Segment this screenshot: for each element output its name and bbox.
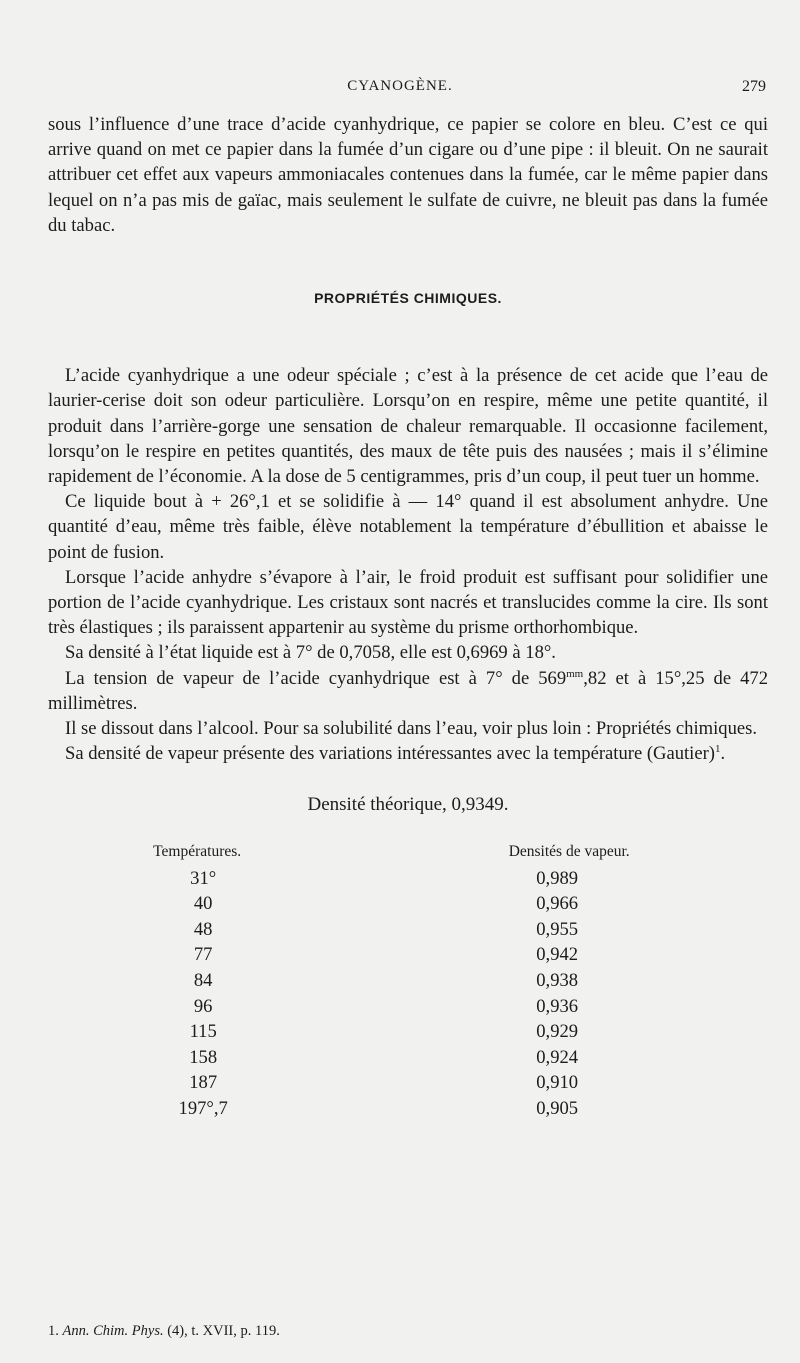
running-title: CYANOGÈNE. xyxy=(347,78,453,94)
temperature-cell: 48 xyxy=(193,918,213,940)
density-cell: 0,942 xyxy=(536,944,579,966)
temperature-cell: 187 xyxy=(189,1072,218,1094)
footnote-marker: 1 xyxy=(714,743,721,756)
temperature-cell: 96 xyxy=(193,995,213,1017)
column-header-temperatures: Températures. xyxy=(153,842,242,860)
body-text xyxy=(48,112,768,1122)
section-heading: PROPRIÉTÉS CHIMIQUES. xyxy=(314,290,502,307)
temperature-cell: 77 xyxy=(193,944,213,966)
temperature-cell: 31° xyxy=(190,867,217,889)
footnote xyxy=(48,1323,768,1340)
temperature-cell: 84 xyxy=(193,970,213,992)
footnote-source: Ann. Chim. Phys. xyxy=(62,1323,164,1339)
table-row xyxy=(48,1096,768,1122)
density-cell: 0,966 xyxy=(536,893,579,915)
table-row xyxy=(48,1045,768,1071)
density-cell: 0,910 xyxy=(536,1072,579,1094)
footnote-number: 1. xyxy=(48,1323,59,1339)
temperature-cell: 197°,7 xyxy=(178,1098,228,1120)
paragraph-boiling-point: Ce liquide bout à + 26°,1 et se solidifie à — 14° quand il est absolument anhydre. Une quantité d’eau, même très faible, élève notablement la température d’ébullition et abaisse le point de fusion. xyxy=(48,491,768,563)
table-row xyxy=(48,891,768,917)
paragraph-evaporation: Lorsque l’acide anhydre s’évapore à l’air, le froid produit est suffisant pour solidifier une portion de l’acide cyanhydrique. Les cristaux sont nacrés et translucides comme la cire. Ils sont très élastiques ; ils paraissent appartenir au système du prisme orthorhombique. xyxy=(48,566,768,639)
paragraph-odor: L’acide cyanhydrique a une odeur spéciale ; c’est à la présence de cet acide que l’eau de laurier-cerise doit son odeur particulière. Lorsqu’on en respire, même une petite quantité, il produit dans l’arrière-gorge une sensation de chaleur remarquable. Il occasionne facilement, lorsqu’on le respire en petites quantités, des maux de tête puis des nausées ; mais il s’élimine rapidement de l’économie. A la dose de 5 centigrammes, pris d’un coup, il peut tuer un homme. xyxy=(48,365,768,488)
table-title: Densité théorique, 0,9349. xyxy=(307,794,509,816)
vapor-tension-text-a: La tension de vapeur de l’acide cyanhydrique est à 7° de 569 xyxy=(65,667,567,689)
vapor-tension-unit: mm xyxy=(566,667,584,680)
density-cell: 0,936 xyxy=(536,995,579,1017)
table-header-row xyxy=(48,842,768,866)
paragraph-vapor-tension xyxy=(48,666,768,716)
temperature-cell: 40 xyxy=(193,893,213,915)
density-cell: 0,955 xyxy=(536,918,579,940)
page-number: 279 xyxy=(742,78,766,95)
temperature-cell: 158 xyxy=(189,1046,218,1068)
density-table xyxy=(48,842,768,1122)
paragraph-continuation: sous l’influence d’une trace d’acide cyanhydrique, ce papier se colore en bleu. C’est ce qui arrive quand on met ce papier dans la fumée d’un cigare ou d’une pipe : il bleuit. On ne saurait attribuer cet effet aux vapeurs ammoniacales contenues dans la fumée, car le même papier dans lequel on n’a pas mis de gaïac, mais seulement le sulfate de cuivre, ne bleuit pas dans la fumée du tabac. xyxy=(48,114,768,236)
temperature-cell: 115 xyxy=(189,1021,217,1043)
footnote-reference: (4), t. XVII, p. 119. xyxy=(163,1323,280,1339)
running-head xyxy=(0,78,800,102)
paragraph-solubility: Il se dissout dans l’alcool. Pour sa solubilité dans l’eau, voir plus loin : Propriétés chimiques. xyxy=(65,718,758,740)
paragraph-vapor-density xyxy=(48,741,768,766)
table-row xyxy=(48,968,768,994)
density-cell: 0,989 xyxy=(536,867,579,889)
table-row xyxy=(48,1070,768,1096)
column-header-densities: Densités de vapeur. xyxy=(508,842,630,860)
table-row xyxy=(48,866,768,892)
density-cell: 0,924 xyxy=(536,1046,579,1068)
vapor-tension-text-b: ,82 et à 15°,25 de 472 millimètres. xyxy=(48,667,768,714)
density-cell: 0,905 xyxy=(536,1098,579,1120)
table-row xyxy=(48,1019,768,1045)
density-cell: 0,938 xyxy=(536,970,579,992)
density-cell: 0,929 xyxy=(536,1021,579,1043)
paragraph-liquid-density: Sa densité à l’état liquide est à 7° de 0,7058, elle est 0,6969 à 18°. xyxy=(65,642,556,664)
vapor-density-text-a: Sa densité de vapeur présente des variations intéressantes avec la température (Gautier) xyxy=(65,743,715,765)
table-row xyxy=(48,994,768,1020)
table-row xyxy=(48,942,768,968)
vapor-density-text-b: . xyxy=(720,743,726,765)
table-row xyxy=(48,917,768,943)
